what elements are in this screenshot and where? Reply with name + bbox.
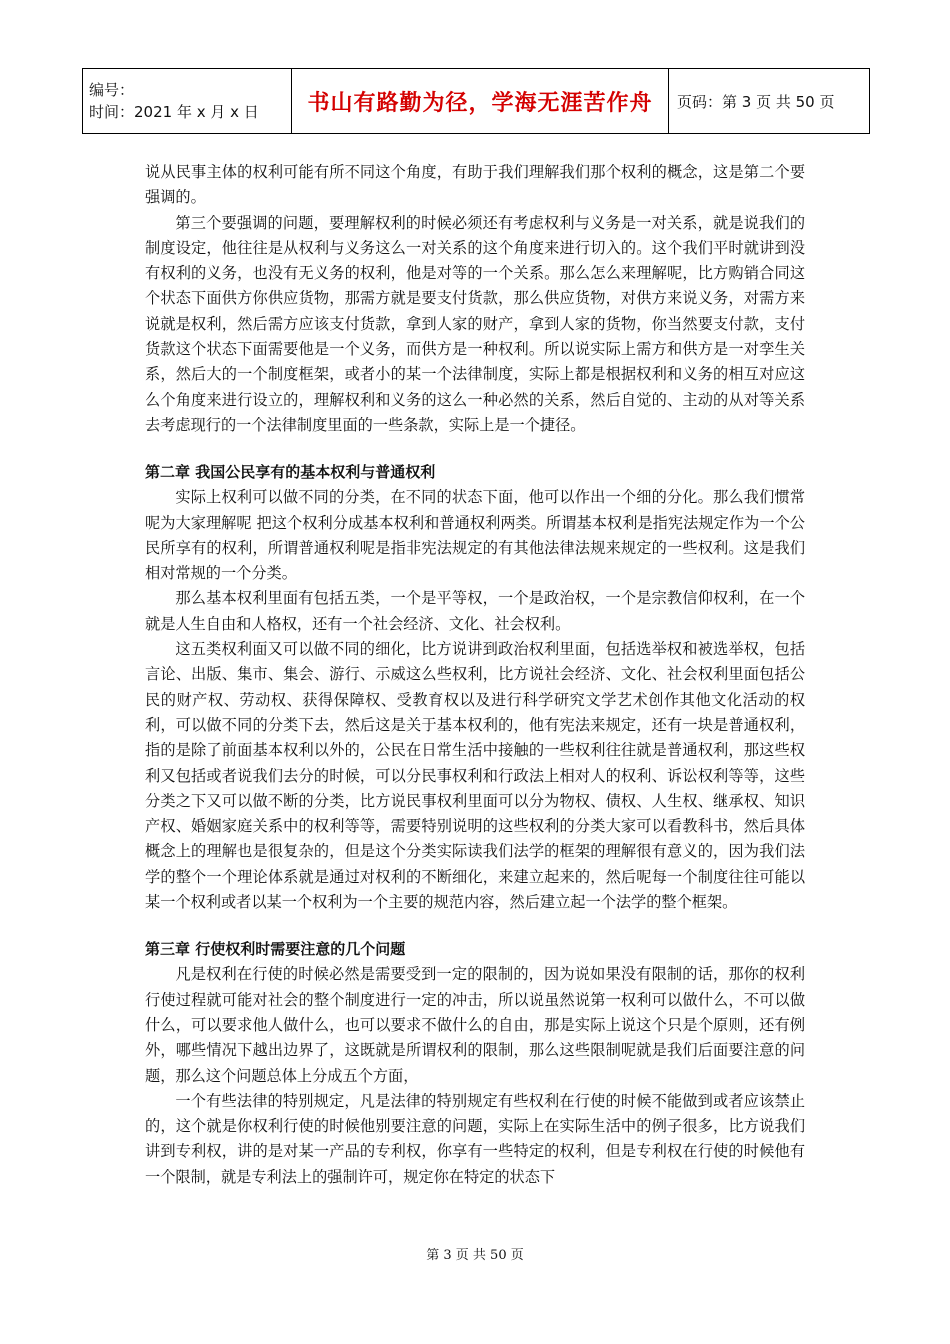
paragraph: 说从民事主体的权利可能有所不同这个角度，有助于我们理解我们那个权利的概念，这是第二个要强调的。 (145, 163, 805, 207)
header-table (82, 68, 870, 134)
paragraph: 一个有些法律的特别规定，凡是法律的特别规定有些权利在行使的时候不能做到或者应该禁止的，这个就是你权利行使的时候他别要注意的问题，实际上在实际生活中的例子很多，比方说我们讲到专利权，讲的是对某一产品的专利权，你享有一些特定的权利，但是专利权在行使的时候他有一个限制，就是专利法上的强制许可，规定你在特定的状态下 (145, 1091, 805, 1186)
paragraph: 这五类权利面又可以做不同的细化，比方说讲到政治权利里面，包括选举权和被选举权，包括言论、出版、集市、集会、游行、示威这么些权利，比方说社会经济、文化、社会权利里面包括公民的财产权、劳动权、获得保障权、受教育权以及进行科学研究文学艺术创作其他文化活动的权利，可以做不同的分类下去，然后这是关于基本权利的，他有宪法来规定，还有一块是普通权利，指的是除了前面基本权利以外的，公民在日常生活中接触的一些权利往往就是普通权利，那这些权利又包括或者说我们去分的时候，可以分民事权利和行政法上相对人的权利、诉讼权利等等，这些分类之下又可以做不断的分类，比方说民事权利里面可以分为物权、债权、人生权、继承权、知识产权、婚姻家庭关系中的权利等等，需要特别说明的这些权利的分类大家可以看教科书，然后具体概念上的理解也是很复杂的，但是这个分类实际读我们法学的框架的理解很有意义的，因为我们法学的整个一个理论体系就是通过对权利的不断细化，来建立起来的，然后呢每一个制度往往可能以某一个权利或者以某一个权利为一个主要的规范内容，然后建立起一个法学的整个框架。 (145, 640, 805, 912)
paragraph: 那么基本权利里面有包括五类，一个是平等权，一个是政治权，一个是宗教信仰权利，在一个就是人生自由和人格权，还有一个社会经济、文化、社会权利。 (145, 589, 805, 633)
chapter-heading: 第三章 行使权利时需要注意的几个问题 (145, 940, 406, 959)
document-number-label: 编号： (89, 81, 135, 99)
header-page-label: 页码：第 3 页 共 50 页 (669, 69, 870, 134)
document-date-label: 时间：2021 年 x 月 x 日 (89, 103, 259, 121)
document-body (145, 160, 805, 1190)
page-footer: 第 3 页 共 50 页 (426, 1248, 524, 1263)
paragraph: 实际上权利可以做不同的分类，在不同的状态下面，他可以作出一个细的分化。那么我们惯常呢为大家理解呢 把这个权利分成基本权利和普通权利两类。所谓基本权利是指宪法规定作为一个公民所享有的权利，所谓普通权利呢是指非宪法规定的有其他法律法规来规定的一些权利。这是我们相对常规的一个分类。 (145, 488, 805, 583)
chapter-heading: 第二章 我国公民享有的基本权利与普通权利 (145, 463, 436, 482)
header-info-cell (83, 69, 292, 134)
paragraph: 第三个要强调的问题，要理解权利的时候必须还有考虑权利与义务是一对关系，就是说我们的制度设定，他往往是从权利与义务这么一对关系的这个角度来进行切入的。这个我们平时就讲到没有权利的义务，也没有无义务的权利，他是对等的一个关系。那么怎么来理解呢，比方购销合同这个状态下面供方你供应货物，那需方就是要支付货款，那么供应货物，对供方来说义务，对需方来说就是权利，然后需方应该支付货款，拿到人家的财产，拿到人家的货物，你当然要支付款，支付货款这个状态下面需要他是一个义务，而供方是一种权利。所以说实际上需方和供方是一对孪生关系，然后大的一个制度框架，或者小的某一个法律制度，实际上都是根据权利和义务的相互对应这么个角度来进行设立的，理解权利和义务的这么一种必然的关系，然后自觉的、主动的从对等关系去考虑现行的一个法律制度里面的一些条款，实际上是一个捷径。 (145, 213, 805, 434)
header-motto: 书山有路勤为径，学海无涯苦作舟 (292, 69, 669, 134)
paragraph: 凡是权利在行使的时候必然是需要受到一定的限制的，因为说如果没有限制的话，那你的权利行使过程就可能对社会的整个制度进行一定的冲击，所以说虽然说第一权利可以做什么，不可以做什么，可以要求他人做什么，也可以要求不做什么的自由，那是实际上说这个只是个原则，还有例外，哪些情况下越出边界了，这既就是所谓权利的限制，那么这些限制呢就是我们后面要注意的问题，那么这个问题总体上分成五个方面， (145, 965, 805, 1085)
